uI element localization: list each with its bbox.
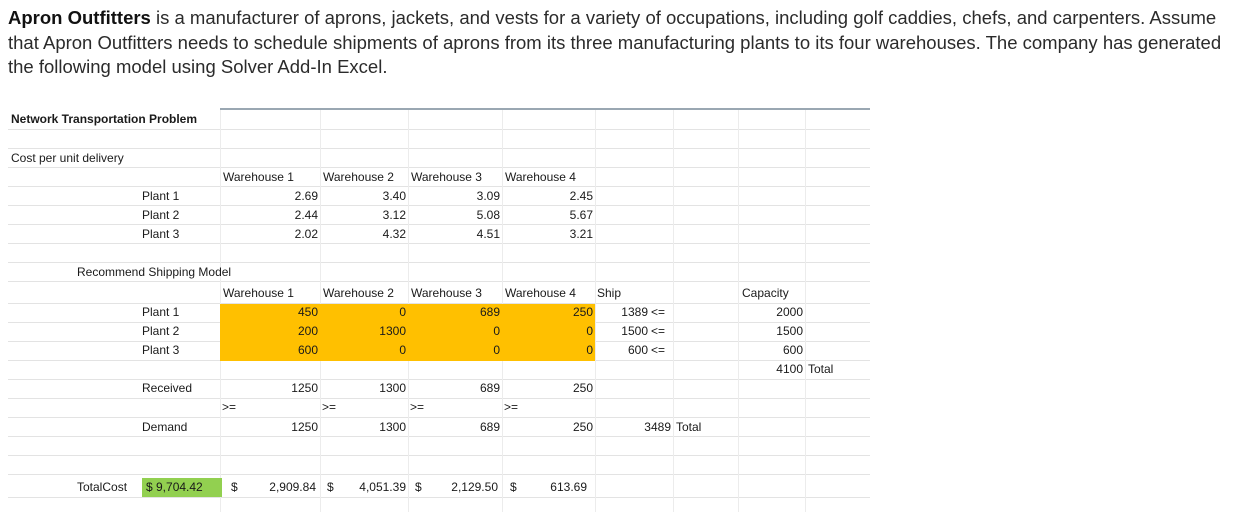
shipment-cell[interactable]: 1300 <box>379 324 406 338</box>
ship-total: 600 <box>627 343 648 357</box>
dollar-sign: $ <box>327 480 334 494</box>
cost-cell: 3.09 <box>476 189 500 203</box>
capacity-total: 4100 <box>776 362 803 376</box>
received-cell: 689 <box>479 381 500 395</box>
demand-cell: 250 <box>572 420 593 434</box>
model-header-warehouse-1: Warehouse 1 <box>223 286 294 300</box>
totalcost-label: TotalCost <box>77 480 128 494</box>
cost-cell: 2.44 <box>294 208 318 222</box>
ge-sign: >= <box>410 400 425 414</box>
column-cost: 613.69 <box>550 480 587 494</box>
received-cell: 1250 <box>291 381 318 395</box>
le-sign: <= <box>651 324 666 338</box>
received-cell: 250 <box>572 381 593 395</box>
cost-row-label: Plant 2 <box>142 208 180 222</box>
ge-sign: >= <box>504 400 519 414</box>
dollar-sign: $ <box>415 480 422 494</box>
cost-header-warehouse-3: Warehouse 3 <box>411 170 482 184</box>
column-cost: 4,051.39 <box>359 480 406 494</box>
capacity-value: 2000 <box>776 305 803 319</box>
column-cost: 2,129.50 <box>451 480 498 494</box>
cost-row-label: Plant 3 <box>142 227 180 241</box>
shipment-cell[interactable]: 0 <box>586 343 593 357</box>
capacity-header: Capacity <box>742 286 789 300</box>
intro-paragraph <box>8 6 1243 80</box>
le-sign: <= <box>651 343 666 357</box>
cost-cell: 2.69 <box>294 189 318 203</box>
capacity-value: 1500 <box>776 324 803 338</box>
received-label: Received <box>142 381 193 395</box>
cost-cell: 3.12 <box>382 208 406 222</box>
demand-cell: 1250 <box>291 420 318 434</box>
ge-sign: >= <box>322 400 337 414</box>
company-name: Apron Outfitters <box>8 7 151 28</box>
sheet-title: Network Transportation Problem <box>11 112 198 126</box>
shipment-cell[interactable]: 0 <box>493 324 500 338</box>
capacity-value: 600 <box>782 343 803 357</box>
shipment-cell[interactable]: 689 <box>479 305 500 319</box>
le-sign: <= <box>651 305 666 319</box>
shipment-cell[interactable]: 0 <box>493 343 500 357</box>
model-row-label: Plant 2 <box>142 324 180 338</box>
capacity-total-label: Total <box>808 362 834 376</box>
model-header-warehouse-4: Warehouse 4 <box>505 286 576 300</box>
intro-text: is a manufacturer of aprons, jackets, and vests for a variety of occupations, including golf caddies, chefs, and carpenters. Assume that Apron Outfitters needs to schedule shipments of aprons from its three manufacturing plants to its four warehouses. The company has generated the following model using Solver Add-In Excel. <box>8 7 1222 77</box>
model-header-warehouse-2: Warehouse 2 <box>323 286 394 300</box>
spreadsheet <box>8 108 870 512</box>
ge-sign: >= <box>222 400 237 414</box>
ship-total: 1389 <box>621 305 648 319</box>
cost-cell: 3.40 <box>382 189 406 203</box>
shipment-cell[interactable]: 450 <box>297 305 318 319</box>
cost-header-warehouse-1: Warehouse 1 <box>223 170 294 184</box>
cost-cell: 4.32 <box>382 227 406 241</box>
header-border <box>220 108 870 110</box>
dollar-sign: $ <box>231 480 238 494</box>
cost-cell: 4.51 <box>476 227 500 241</box>
demand-cell: 689 <box>479 420 500 434</box>
shipment-cell[interactable]: 0 <box>399 343 406 357</box>
model-row-label: Plant 1 <box>142 305 180 319</box>
shipment-cell[interactable]: 200 <box>297 324 318 338</box>
model-section-label: Recommend Shipping Model <box>77 265 232 279</box>
dollar-sign: $ <box>510 480 517 494</box>
received-cell: 1300 <box>379 381 406 395</box>
totalcost-value: $ 9,704.42 <box>146 480 203 494</box>
cost-header-warehouse-2: Warehouse 2 <box>323 170 394 184</box>
ship-total: 1500 <box>621 324 648 338</box>
shipment-cell[interactable]: 250 <box>572 305 593 319</box>
model-row-label: Plant 3 <box>142 343 180 357</box>
cost-section-label: Cost per unit delivery <box>11 151 124 165</box>
demand-label: Demand <box>142 420 188 434</box>
shipment-cell[interactable]: 0 <box>586 324 593 338</box>
shipment-cell[interactable]: 600 <box>297 343 318 357</box>
ship-header: Ship <box>597 286 622 300</box>
shipment-cell[interactable]: 0 <box>399 305 406 319</box>
column-cost: 2,909.84 <box>269 480 316 494</box>
cost-cell: 5.67 <box>569 208 593 222</box>
demand-total-label: Total <box>676 420 702 434</box>
cost-row-label: Plant 1 <box>142 189 180 203</box>
cost-cell: 3.21 <box>569 227 593 241</box>
cost-cell: 2.02 <box>294 227 318 241</box>
demand-total: 3489 <box>644 420 671 434</box>
cost-cell: 2.45 <box>569 189 593 203</box>
demand-cell: 1300 <box>379 420 406 434</box>
cost-header-warehouse-4: Warehouse 4 <box>505 170 576 184</box>
cost-cell: 5.08 <box>476 208 500 222</box>
model-header-warehouse-3: Warehouse 3 <box>411 286 482 300</box>
